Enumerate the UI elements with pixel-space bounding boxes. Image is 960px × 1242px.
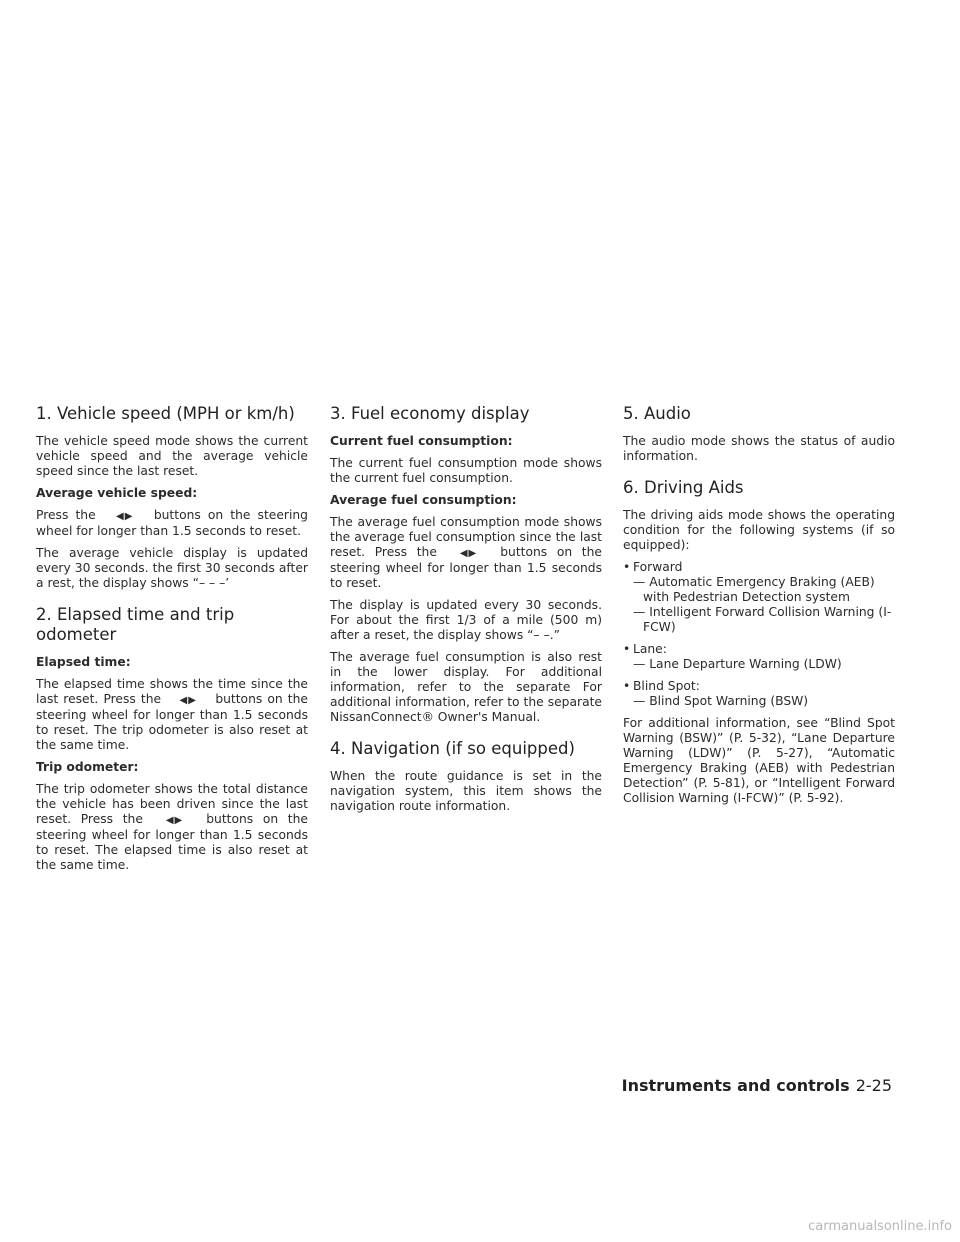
subheading-trip-odometer: Trip odometer:: [36, 760, 139, 774]
left-right-arrows-icon: ◀▶: [165, 815, 184, 826]
section-heading-vehicle-speed: 1. Vehicle speed (MPH or km/h): [36, 404, 295, 423]
left-right-arrows-icon: ◀▶: [179, 695, 197, 706]
paragraph: The average fuel consumption mode shows the average fuel consumption since the last reset. Press the ◀▶ buttons on the steering wheel for longer than 1.5 seconds to reset.: [330, 515, 602, 590]
subheading-average-vehicle-speed: Average vehicle speed:: [36, 486, 198, 500]
paragraph: The vehicle speed mode shows the current vehicle speed and the average vehicle speed since the last reset.: [36, 434, 308, 478]
sub-list-item: — Automatic Emergency Braking (AEB) with Pedestrian Detection system: [633, 575, 875, 604]
paragraph: The audio mode shows the status of audio information.: [623, 434, 895, 463]
paragraph: The display is updated every 30 seconds. For about the first 1/3 of a mile (500 m) after a reset, the display shows “– –.”: [330, 598, 602, 642]
paragraph: The elapsed time shows the time since the last reset. Press the ◀▶ buttons on the steering wheel for longer than 1.5 seconds to reset. The trip odometer is also reset at the same time.: [36, 677, 308, 752]
paragraph: The average vehicle display is updated every 30 seconds. the first 30 seconds after a rest, the display shows “– – –’: [36, 546, 308, 590]
paragraph: Press the ◀▶ buttons on the steering wheel for longer than 1.5 seconds to reset.: [36, 508, 308, 538]
bullet-list: [623, 560, 895, 709]
bullet-icon: •: [623, 642, 631, 656]
left-right-arrows-icon: ◀▶: [116, 511, 134, 522]
paragraph: The current fuel consumption mode shows the current fuel consumption.: [330, 456, 602, 485]
paragraph: The average fuel consumption is also rest in the lower display. For additional information, refer to the separate For additional information, refer to the separate NissanConnect® Owner's Manual.: [330, 650, 602, 724]
bullet-icon: •: [623, 679, 631, 693]
paragraph: The driving aids mode shows the operating condition for the following systems (if so equipped):: [623, 508, 895, 552]
footer-section-title: Instruments and controls: [621, 1076, 850, 1095]
list-item: • Lane: — Lane Departure Warning (LDW): [623, 642, 895, 672]
section-heading-elapsed-time: 2. Elapsed time and trip odometer: [36, 605, 235, 644]
section-heading-driving-aids: 6. Driving Aids: [623, 478, 744, 497]
paragraph: The trip odometer shows the total distance the vehicle has been driven since the last reset. Press the ◀▶ buttons on the steering wheel for longer than 1.5 seconds to reset. The elapsed time is also reset at the same time.: [36, 782, 308, 872]
page-footer: [622, 1076, 892, 1095]
column-3: [623, 398, 895, 813]
subheading-current-fuel: Current fuel consumption:: [330, 434, 513, 448]
section-heading-navigation: 4. Navigation (if so equipped): [330, 739, 575, 758]
column-2: [330, 398, 602, 821]
list-item: • Forward — Automatic Emergency Braking (AEB) with Pedestrian Detection system — Intelligent Forward Collision Warning (I-FCW): [623, 560, 895, 635]
subheading-elapsed-time: Elapsed time:: [36, 655, 131, 669]
sub-list-item: — Blind Spot Warning (BSW): [633, 694, 809, 708]
sub-list-item: — Lane Departure Warning (LDW): [633, 657, 842, 671]
page-number: 2-25: [855, 1076, 892, 1095]
list-item: • Blind Spot: — Blind Spot Warning (BSW): [623, 679, 895, 709]
section-heading-fuel-economy: 3. Fuel economy display: [330, 404, 530, 423]
sub-list-item: — Intelligent Forward Collision Warning (I-FCW): [633, 605, 892, 634]
bullet-icon: •: [623, 560, 631, 574]
left-right-arrows-icon: ◀▶: [459, 548, 478, 559]
subheading-average-fuel: Average fuel consumption:: [330, 493, 517, 507]
paragraph: When the route guidance is set in the navigation system, this item shows the navigation route information.: [330, 769, 602, 813]
watermark: carmanualsonline.info: [808, 1219, 952, 1234]
column-1: [36, 398, 308, 880]
section-heading-audio: 5. Audio: [623, 404, 691, 423]
paragraph: For additional information, see “Blind Spot Warning (BSW)” (P. 5-32), “Lane Departure Warning (LDW)” (P. 5-27), “Automatic Emergency Braking (AEB) with Pedestrian Detection” (P. 5-81), or “Intelligent Forward Collision Warning (I-FCW)” (P. 5-92).: [623, 716, 895, 805]
